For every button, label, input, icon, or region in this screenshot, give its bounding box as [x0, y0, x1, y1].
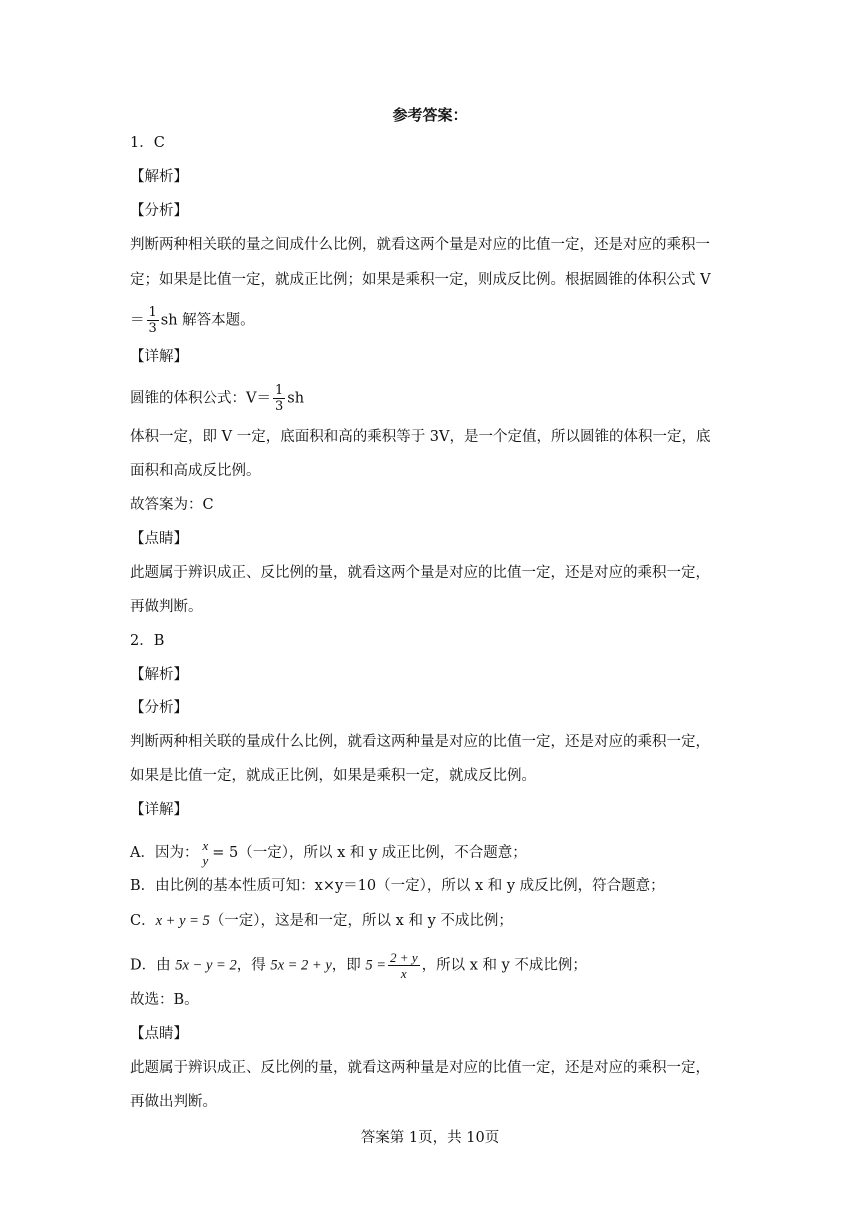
q2-dianjing-line-1: 此题属于辨识成正、反比例的量，就看这两种量是对应的比值一定，还是对应的乘积一定，: [130, 1060, 710, 1076]
frac-denominator: 3: [274, 399, 284, 414]
q2-d-math-3: 5 =: [365, 957, 387, 974]
q2-a-post: = 5（一定），所以 x 和 y 成正比例，不合题意；: [212, 845, 527, 861]
q2-a-pre: A．因为：: [130, 845, 199, 861]
frac-numerator: 1: [148, 305, 157, 320]
q2-c-post: （一定），这是和一定，所以 x 和 y 不成比例；: [209, 913, 513, 929]
q1-dianjing-line-1: 此题属于辨识成正、反比例的量，就看这两个量是对应的比值一定，还是对应的乘积一定，: [130, 565, 710, 581]
q1-xiangjie-line-2: 体积一定，即 V 一定，底面积和高的乘积等于 3V，是一个定值，所以圆锥的体积一定，底: [130, 429, 711, 445]
frac-numerator: x: [202, 838, 209, 853]
q2-option-b: B．由比例的基本性质可知：x×y＝10（一定），所以 x 和 y 成反比例，符合题意；: [130, 878, 665, 894]
q1-answer: 1．C: [130, 135, 165, 151]
fraction-x-over-y: [200, 838, 210, 868]
q2-c-math: x + y = 5: [155, 913, 210, 929]
page-footer: 答案第 1页，共 10页: [360, 1130, 500, 1146]
q1-fenxi-heading: 【分析】: [130, 203, 188, 219]
q2-dianjing-heading: 【点睛】: [130, 1026, 188, 1042]
q1-jiexi-heading: 【解析】: [130, 169, 188, 185]
q1-dianjing-heading: 【点睛】: [130, 531, 188, 547]
q1-fenxi-line-2: 定；如果是比值一定，就成正比例；如果是乘积一定，则成反比例。根据圆锥的体积公式 V: [130, 272, 711, 288]
frac-numerator: 1: [274, 383, 284, 398]
q1-dianjing-line-2: 再做判断。: [130, 599, 203, 615]
frac-denominator: y: [202, 853, 209, 868]
q1-xiangjie-line-3: 面积和高成反比例。: [130, 463, 261, 479]
q2-d-pre: D．由: [130, 957, 171, 974]
q1-xj-l1-post: sh: [287, 390, 305, 407]
q2-fenxi-line-1: 判断两种相关联的量成什么比例，就看这两种量是对应的比值一定，还是对应的乘积一定，: [130, 734, 710, 750]
q1-fenxi-line-3: [130, 305, 255, 336]
q2-answer: 2．B: [130, 633, 165, 649]
q2-fenxi-line-2: 如果是比值一定，就成正比例，如果是乘积一定，就成反比例。: [130, 768, 536, 784]
q1-result: 故答案为：C: [130, 497, 214, 513]
q2-d-math-1: 5x − y = 2: [175, 957, 237, 974]
q2-d-math-2: 5x = 2 + y: [270, 957, 332, 974]
q2-option-d: [130, 950, 587, 981]
q2-jiexi-heading: 【解析】: [130, 667, 188, 683]
q1-xiangjie-line-1: [130, 383, 304, 414]
frac-denominator: x: [400, 966, 407, 981]
q1-xiangjie-heading: 【详解】: [130, 349, 188, 365]
q1-fenxi-l3-pre: ＝: [130, 312, 145, 329]
frac-denominator: 3: [148, 321, 157, 336]
q2-d-mid-2: ，即: [331, 957, 361, 974]
q2-d-mid-1: ，得: [236, 957, 266, 974]
q2-dianjing-line-2: 再做出判断。: [130, 1094, 217, 1110]
q1-fenxi-l3-post: sh 解答本题。: [160, 312, 255, 329]
q2-c-pre: C．: [130, 913, 156, 929]
fraction-one-third: [147, 305, 159, 336]
q1-xj-l1-pre: 圆锥的体积公式：V＝: [130, 390, 271, 407]
q2-fenxi-heading: 【分析】: [130, 700, 188, 716]
q1-fenxi-line-1: 判断两种相关联的量之间成什么比例，就看这两个量是对应的比值一定，还是对应的乘积一: [130, 237, 710, 253]
fraction-2plusy-over-x: [388, 950, 420, 981]
page-title: 参考答案：: [392, 106, 468, 124]
fraction-one-third: [273, 383, 285, 414]
q2-result: 故选：B。: [130, 992, 199, 1008]
frac-numerator: 2 + y: [390, 950, 418, 965]
q2-option-c: [130, 911, 513, 931]
q2-d-post: ，所以 x 和 y 不成比例；: [421, 957, 587, 974]
q2-xiangjie-heading: 【详解】: [130, 802, 188, 818]
q2-option-a: [130, 838, 527, 868]
